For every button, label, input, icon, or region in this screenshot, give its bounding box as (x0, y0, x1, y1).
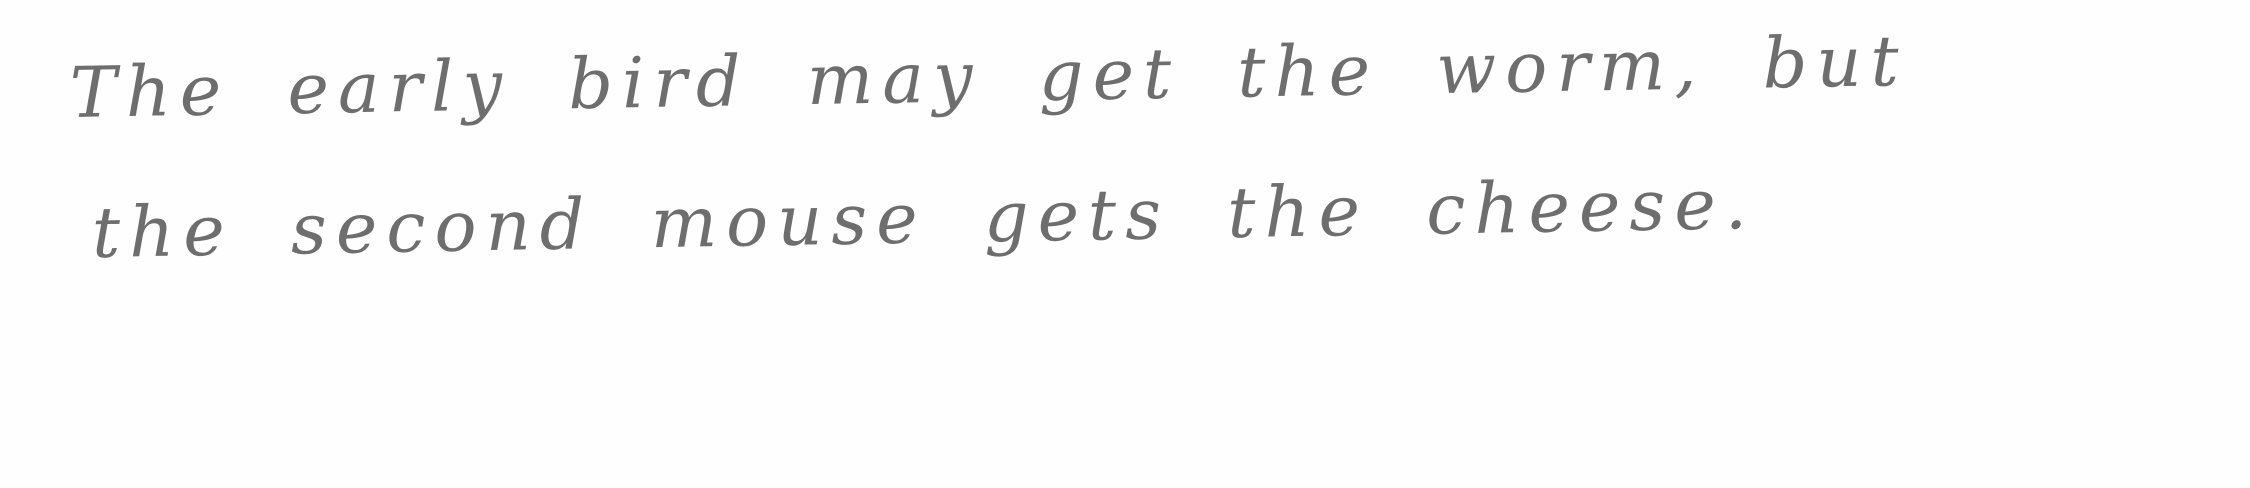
handwritten-line-2: the second mouse gets the cheese. (91, 162, 1757, 274)
handwritten-line-1: The early bird may get the worm, but (69, 19, 1909, 134)
